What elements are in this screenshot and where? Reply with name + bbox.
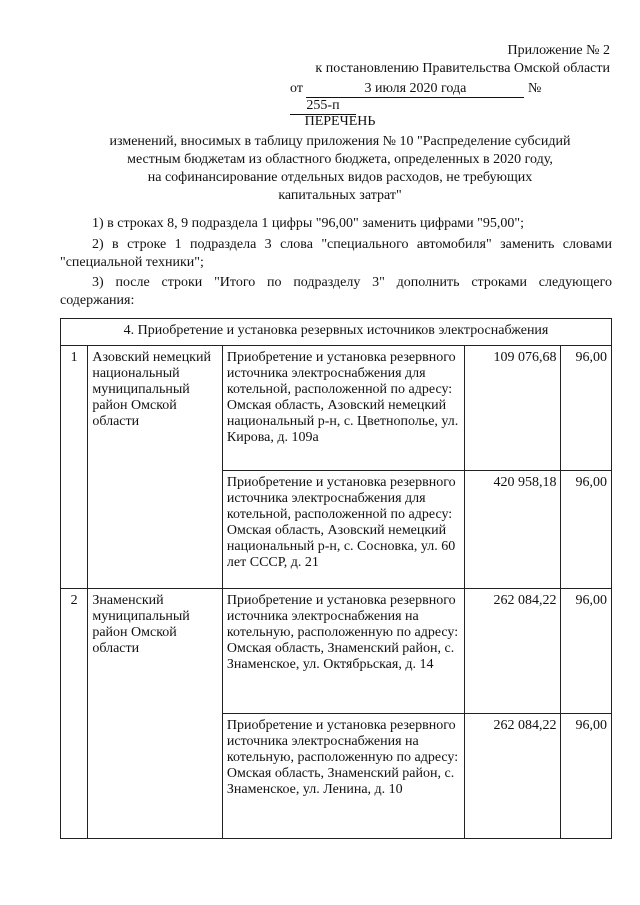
item-2: 2) в строке 1 подраздела 3 слова "специального автомобиля" заменить словами "специальной техники"; — [60, 237, 612, 270]
title-line-4: капитальных затрат" — [278, 188, 402, 203]
table-row — [61, 346, 612, 471]
title-line-2: местным бюджетам из областного бюджета, определенных в 2020 году, — [127, 152, 553, 167]
item-3: 3) после строки "Итого по подразделу 3" дополнить строками следующего содержания: — [60, 275, 612, 308]
number-label: № — [527, 81, 542, 96]
measure-description: Приобретение и установка резервного источника электроснабжения для котельной, расположенной по адресу: Омская область, Азовский немецкий национальный р-н, с. Сосновка, ул. 60 лет СССР, д. 21 — [222, 471, 464, 589]
row-number: 2 — [61, 589, 88, 839]
cofinancing-percent: 96,00 — [561, 714, 612, 839]
row-number: 1 — [61, 346, 88, 589]
table-row — [61, 589, 612, 714]
resolution-date: 3 июля 2020 года — [306, 81, 524, 98]
cofinancing-percent: 96,00 — [561, 471, 612, 589]
cofinancing-percent: 96,00 — [561, 589, 612, 714]
subsidy-amount: 262 084,22 — [464, 589, 561, 714]
subsidy-table — [60, 318, 612, 839]
from-label: от — [290, 81, 303, 96]
measure-description: Приобретение и установка резервного источника электроснабжения на котельную, расположенную по адресу: Омская область, Знаменский район, с. Знаменское, ул. Октябрьская, д. 14 — [222, 589, 464, 714]
resolution-label: к постановлению Правительства Омской области — [315, 61, 610, 76]
title-line-1: изменений, вносимых в таблицу приложения № 10 "Распределение субсидий — [109, 134, 571, 149]
subsidy-amount: 109 076,68 — [464, 346, 561, 471]
item-1: 1) в строках 8, 9 подраздела 1 цифры "96,00" заменить цифрами "95,00"; — [92, 216, 524, 231]
measure-description: Приобретение и установка резервного источника электроснабжения для котельной, расположенной по адресу: Омская область, Азовский немецкий национальный р-н, с. Цветнополье, ул. Кирова, д. 109а — [222, 346, 464, 471]
district-name: Азовский немецкий национальный муниципальный район Омской области — [88, 346, 223, 589]
date-number-line — [290, 81, 610, 115]
document-heading: ПЕРЕЧЕНЬ — [304, 114, 376, 129]
cofinancing-percent: 96,00 — [561, 346, 612, 471]
section-row — [61, 319, 612, 346]
title-line-3: на софинансирование отдельных видов расходов, не требующих — [147, 170, 533, 185]
district-name: Знаменский муниципальный район Омской области — [88, 589, 223, 839]
section-title: 4. Приобретение и установка резервных источников электроснабжения — [61, 319, 612, 346]
subsidy-amount: 420 958,18 — [464, 471, 561, 589]
subsidy-amount: 262 084,22 — [464, 714, 561, 839]
appendix-label: Приложение № 2 — [507, 43, 610, 58]
resolution-number: 255-п — [290, 98, 356, 115]
measure-description: Приобретение и установка резервного источника электроснабжения на котельную, расположенную по адресу: Омская область, Знаменский район, с. Знаменское, ул. Ленина, д. 10 — [222, 714, 464, 839]
